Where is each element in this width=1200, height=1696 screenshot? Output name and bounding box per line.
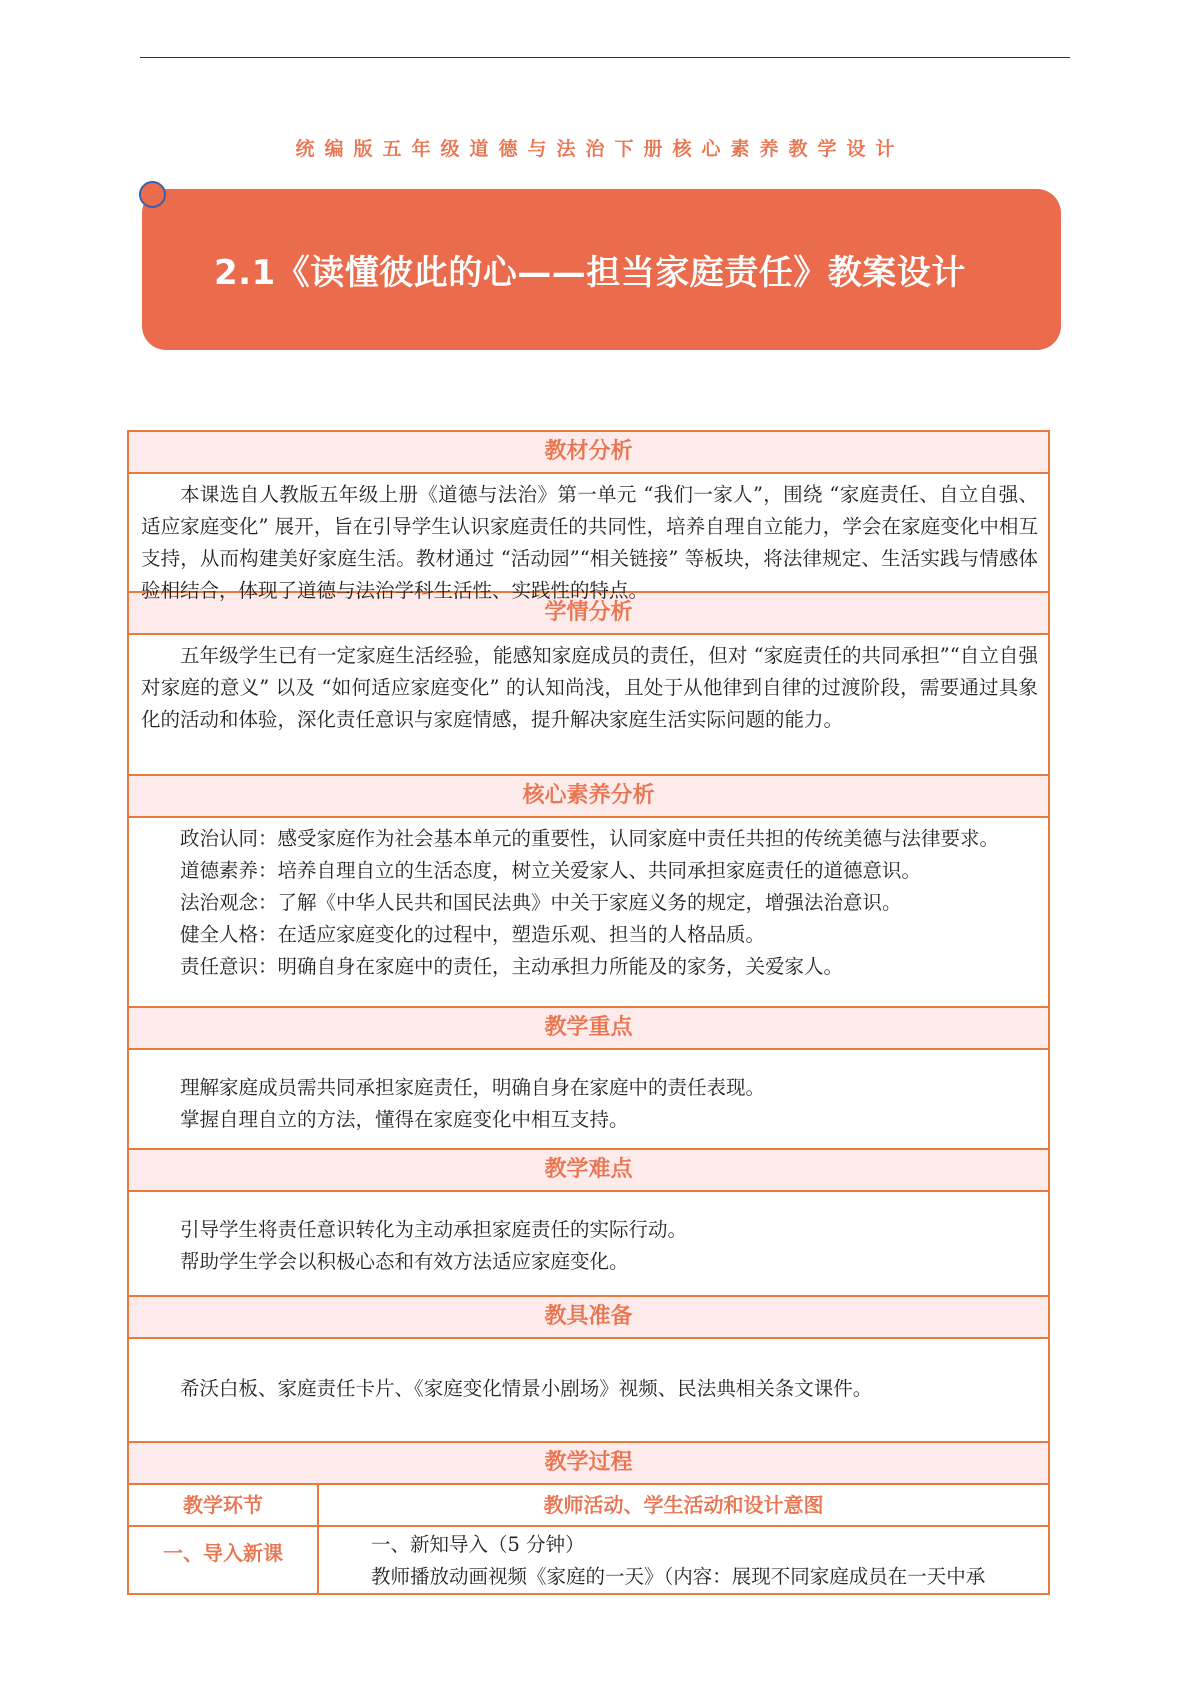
process-row [129,1527,1048,1593]
process-activity-line: 教师播放动画视频《家庭的一天》（内容：展现不同家庭成员在一天中承 [371,1565,986,1588]
section-body-material [129,474,1048,602]
top-rule [140,57,1070,58]
section-heading-key-points: 教学重点 [129,1008,1048,1050]
section-body-students [129,635,1048,776]
series-title: 统编版五年级道德与法治下册核心素养教学设计 [295,138,905,160]
section-heading-materials-prep: 教具准备 [129,1297,1048,1339]
section-heading-material: 教材分析 [129,432,1048,474]
section-heading-literacy: 核心素养分析 [129,776,1048,818]
section-body-difficulties [129,1192,1048,1297]
process-header-row [129,1485,1048,1527]
process-activity [319,1527,1048,1593]
section-heading-difficulties: 教学难点 [129,1150,1048,1192]
literacy-item: 政治认同：感受家庭作为社会基本单元的重要性，认同家庭中责任共担的传统美德与法律要求。 [180,827,1000,850]
key-point-item: 理解家庭成员需共同承担家庭责任，明确自身在家庭中的责任表现。 [180,1076,766,1099]
difficulty-item: 引导学生将责任意识转化为主动承担家庭责任的实际行动。 [180,1218,688,1241]
process-stage: 一、导入新课 [129,1527,319,1593]
title-banner [142,189,1061,350]
section-body-key-points [129,1050,1048,1150]
difficulty-item: 帮助学生学会以积极心态和有效方法适应家庭变化。 [180,1250,629,1273]
literacy-item: 法治观念：了解《中华人民共和国民法典》中关于家庭义务的规定，增强法治意识。 [180,891,902,914]
process-col-stage-header: 教学环节 [129,1485,319,1525]
banner-dot-decoration [139,181,166,208]
process-activity-line: 一、新知导入（5 分钟） [371,1533,585,1556]
section-body-materials-prep [129,1339,1048,1443]
section-heading-process: 教学过程 [129,1443,1048,1485]
lesson-plan-table [127,430,1050,1595]
section-body-literacy [129,818,1048,1008]
literacy-item: 责任意识：明确自身在家庭中的责任，主动承担力所能及的家务，关爱家人。 [180,955,844,978]
material-text: 本课选自人教版五年级上册《道德与法治》第一单元 “我们一家人”，围绕 “家庭责任、自立自强、适应家庭变化” 展开，旨在引导学生认识家庭责任的共同性，培养自理自立能力，学会在家庭变化中相互支持，从而构建美好家庭生活。教材通过 “活动园”“相关链接” 等板块，将法律规定、生活实践与情感体验相结合，体现了道德与法治学科生活性、实践性的特点。 [141,483,1038,602]
section-heading-students: 学情分析 [129,593,1048,635]
materials-prep-text: 希沃白板、家庭责任卡片、《家庭变化情景小剧场》视频、民法典相关条文课件。 [180,1377,873,1400]
lesson-title: 2.1《读懂彼此的心——担当家庭责任》教案设计 [214,253,966,293]
process-col-activity-header: 教师活动、学生活动和设计意图 [543,1493,824,1517]
literacy-item: 道德素养：培养自理自立的生活态度，树立关爱家人、共同承担家庭责任的道德意识。 [180,859,922,882]
key-point-item: 掌握自理自立的方法，懂得在家庭变化中相互支持。 [180,1108,629,1131]
students-text: 五年级学生已有一定家庭生活经验，能感知家庭成员的责任，但对 “家庭责任的共同承担”“自立自强对家庭的意义” 以及 “如何适应家庭变化” 的认知尚浅，且处于从他律到自律的过渡阶段，需要通过具象化的活动和体验，深化责任意识与家庭情感，提升解决家庭生活实际问题的能力。 [141,644,1038,731]
literacy-item: 健全人格：在适应家庭变化的过程中，塑造乐观、担当的人格品质。 [180,923,766,946]
